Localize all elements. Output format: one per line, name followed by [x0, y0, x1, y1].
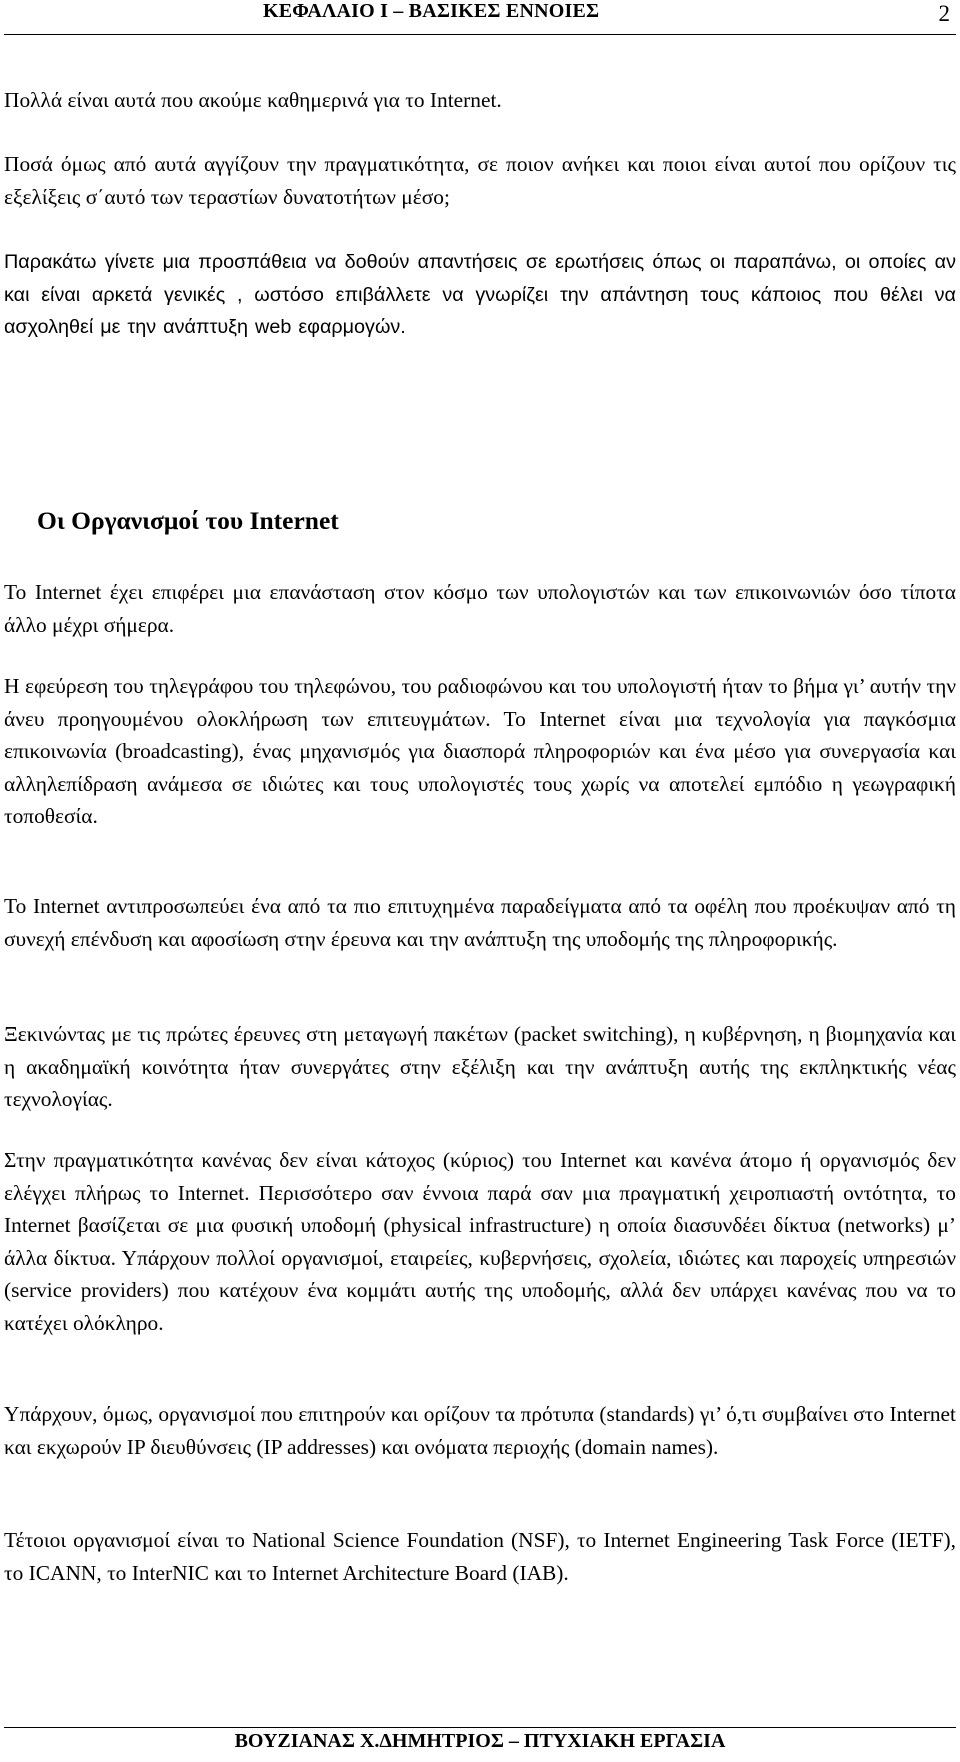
page-footer [4, 1727, 956, 1762]
section-paragraph-7: Τέτοιοι οργανισμοί είναι το National Science Foundation (NSF), το Internet Engineering Task Force (IETF), το ICANN, το InterNIC και το Internet Architecture Board (IAB). [4, 1528, 956, 1585]
intro-paragraph-3: Παρακάτω γίνετε μια προσπάθεια να δοθούν απαντήσεις σε ερωτήσεις όπως οι παραπάνω, οι οποίες αν και είναι αρκετά γενικές , ωστόσο επιβάλλετε να γνωρίζει την απάντηση τους κάποιος που θέλει να ασχοληθεί με την ανάπτυξη web εφαρμογών. [4, 251, 956, 339]
section-paragraph-6: Υπάρχουν, όμως, οργανισμοί που επιτηρούν και ορίζουν τα πρότυπα (standards) γι’ ό,τι συμβαίνει στο Internet και εκχωρούν IP διευθύνσεις (IP addresses) και ονόματα περιοχής (domain names). [4, 1402, 956, 1459]
chapter-title: ΚΕΦΑΛΑΙΟ Ι – ΒΑΣΙΚΕΣ ΕΝΝΟΙΕΣ [263, 0, 600, 22]
intro-paragraph-2: Ποσά όμως από αυτά αγγίζουν την πραγματικότητα, σε ποιον ανήκει και ποιοι είναι αυτοί που ορίζουν τις εξελίξεις σ΄αυτό των τεραστίων δυνατοτήτων μέσο; [4, 152, 956, 209]
page-number: 2 [938, 1, 950, 26]
intro-paragraph-1: Πολλά είναι αυτά που ακούμε καθημερινά για το Internet. [4, 88, 502, 112]
section-heading: Οι Οργανισμοί του Internet [37, 506, 339, 535]
section-paragraph-4: Ξεκινώντας με τις πρώτες έρευνες στη μεταγωγή πακέτων (packet switching), η κυβέρνηση, η βιομηχανία και η ακαδημαϊκή κοινότητα ήταν συνεργάτες στην εξέλιξη και την ανάπτυξη αυτής της εκπληκτικής νέας τεχνολογίας. [4, 1022, 956, 1112]
page-header [4, 0, 956, 35]
section-paragraph-1: Το Internet έχει επιφέρει μια επανάσταση στον κόσμο των υπολογιστών και των επικοινωνιών όσο τίποτα άλλο μέχρι σήμερα. [4, 580, 956, 637]
section-paragraph-2: Η εφεύρεση του τηλεγράφου του τηλεφώνου, του ραδιοφώνου και του υπολογιστή ήταν το βήμα γι’ αυτήν την άνευ προηγουμένου ολοκλήρωση των επιτευγμάτων. Το Internet είναι μια τεχνολογία για παγκόσμια επικοινωνία (broadcasting), ένας μηχανισμός για διασπορά πληροφοριών και ένα μέσο για συνεργασία και αλληλεπίδραση ανάμεσα σε ιδιώτες και τους υπολογιστές τους χωρίς να αποτελεί εμπόδιο η γεωγραφική τοποθεσία. [4, 674, 956, 829]
section-paragraph-5: Στην πραγματικότητα κανένας δεν είναι κάτοχος (κύριος) του Internet και κανένα άτομο ή οργανισμός δεν ελέγχει πλήρως το Internet. Περισσότερο σαν έννοια παρά σαν μια πραγματική χειροπιαστή οντότητα, το Internet βασίζεται σε μια φυσική υποδομή (physical infrastructure) η οποία διασυνδέει δίκτυα (networks) μ’ άλλα δίκτυα. Υπάρχουν πολλοί οργανισμοί, εταιρείες, κυβερνήσεις, σχολεία, ιδιώτες και παροχείς υπηρεσιών (service providers) που κατέχουν ένα κομμάτι αυτής της υποδομής, αλλά δεν υπάρχει κανένας που να το κατέχει ολόκληρο. [4, 1148, 956, 1335]
footer-author-text: ΒΟΥΖΙΑΝΑΣ Χ.ΔΗΜΗΤΡΙΟΣ – ΠΤΥΧΙΑΚΗ ΕΡΓΑΣΙΑ [234, 1730, 726, 1752]
section-paragraph-3: Το Internet αντιπροσωπεύει ένα από τα πιο επιτυχημένα παραδείγματα από τα οφέλη που προέκυψαν από τη συνεχή επένδυση και αφοσίωση στην έρευνα και την ανάπτυξη της υποδομής της πληροφορικής. [4, 894, 956, 951]
